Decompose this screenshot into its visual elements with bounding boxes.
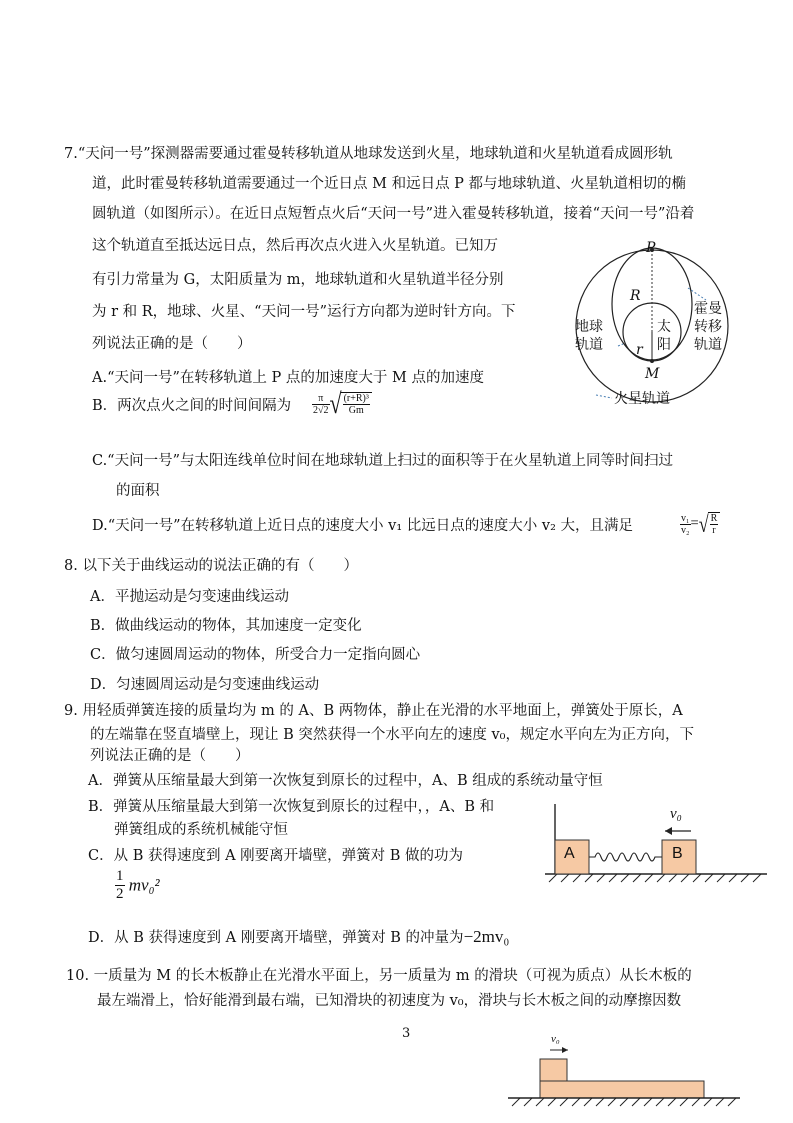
mars-pointer: [596, 395, 612, 398]
q7-line-2: 道，此时霍曼转移轨道需要通过一个近日点 M 和远日点 P 都与地球轨道、火星轨道相切的椭: [92, 176, 687, 192]
ground-hatching: [549, 874, 761, 882]
label-sun-2: 阳: [657, 337, 671, 353]
earth-pointer: [618, 344, 623, 346]
q7-d-rhs-den: r: [712, 525, 716, 536]
label-mars-orbit: 火星轨道: [614, 391, 670, 407]
q9-spring-figure: [545, 804, 770, 884]
label-earth-orbit: [575, 318, 603, 354]
label-R: R: [630, 288, 641, 304]
velocity-arrowhead: [562, 1047, 568, 1053]
page-number: 3: [402, 1026, 411, 1041]
q8-option-b: B．做曲线运动的物体，其加速度一定变化: [90, 618, 362, 634]
q7-b-coef-num: π: [312, 393, 330, 405]
q7-option-b-formula: [312, 387, 372, 438]
q8-option-d: D．匀速圆周运动是匀变速曲线运动: [90, 677, 320, 693]
q9-line-3: 列说法正确的是（ ）: [90, 748, 250, 764]
q9-option-b-line-2: 弹簧组成的系统机械能守恒: [114, 822, 288, 838]
slider-block: [540, 1059, 567, 1081]
label-P: P: [646, 240, 656, 256]
q9-line-1: 9. 用轻质弹簧连接的质量均为 m 的 A、B 两物体，静止在光滑的水平地面上，弹簧处于原长，A: [64, 703, 683, 719]
q7-b-radicand: [341, 392, 372, 416]
label-earth-1: 地球: [575, 319, 603, 335]
q7-line-3: 圆轨道（如图所示）。在近日点短暂点火后“天问一号”进入霍曼转移轨道，接着“天问一号”沿着: [92, 206, 695, 222]
q9-option-d: [88, 927, 509, 948]
q7-option-c-line-1: C.“天问一号”与太阳连线单位时间在地球轨道上扫过的面积等于在火星轨道上同等时间扫过: [92, 453, 674, 469]
q9-option-d-formula: −2mv₀: [463, 927, 510, 946]
q9-option-b-line-1: B．弹簧从压缩量最大到第一次恢复到原长的过程中，，A、B 和: [88, 799, 495, 815]
q8-option-c: C．做匀速圆周运动的物体，所受合力一定指向圆心: [90, 647, 421, 663]
q7-d-lhs-den: v₂: [681, 524, 690, 536]
q9-c-den: 2: [116, 886, 124, 902]
q7-d-lhs-num: v₁: [681, 512, 690, 524]
label-M: M: [645, 366, 660, 382]
label-hohmann-1: 霍曼: [694, 301, 722, 317]
q7-line-7: 列说法正确的是（ ）: [92, 336, 252, 352]
label-earth-2: 轨道: [575, 337, 603, 353]
q10-label-v0: v₀: [551, 1033, 560, 1045]
q9-option-a: A．弹簧从压缩量最大到第一次恢复到原长的过程中，A、B 组成的系统动量守恒: [88, 773, 603, 789]
q7-d-rhs-num: R: [710, 513, 718, 524]
q7-b-coef-den: 2√2: [313, 404, 329, 416]
q7-line-4: 这个轨道直至抵达远日点，然后再次点火进入火星轨道。已知万: [92, 238, 498, 254]
q7-b-inner-den: Gm: [348, 405, 364, 416]
q10-line-1: 10. 一质量为 M 的长木板静止在光滑水平面上，另一质量为 m 的滑块（可视为质点）从长木板的: [66, 968, 692, 984]
sqrt-sign: √: [329, 387, 342, 420]
label-r: r: [636, 342, 643, 358]
q7-line-6: 为 r 和 R，地球、火星、“天问一号”运行方向都为逆时针方向。下: [92, 304, 516, 320]
q10-line-2: 最左端滑上，恰好能滑到最右端，已知滑块的初速度为 v₀，滑块与长木板之间的动摩擦因数: [97, 993, 682, 1009]
q7-b-inner-num: (r+R)³: [343, 393, 369, 404]
q10-board-figure: [508, 1034, 743, 1110]
q7-option-d: D.“天问一号”在转移轨道上近日点的速度大小 v₁ 比远日点的速度大小 v₂ 大，且满足: [92, 518, 633, 534]
label-sun: [657, 318, 671, 354]
q8-option-a: A．平抛运动是匀变速曲线运动: [90, 589, 289, 605]
label-sun-1: 太: [657, 319, 671, 335]
q9-option-c-formula: [115, 868, 160, 903]
label-block-b: B: [672, 845, 683, 862]
velocity-arrowhead: [665, 827, 672, 835]
q8-stem: 8. 以下关于曲线运动的说法正确的有（ ）: [64, 558, 358, 574]
spring: [589, 853, 662, 861]
q7-option-a: A.“天问一号”在转移轨道上 P 点的加速度大于 M 点的加速度: [92, 370, 484, 386]
q7-option-d-formula: $\frac{\text{v₁}}{\text{v₂}}$ =√ $\frac{R}{r}$: [680, 512, 720, 536]
q7-option-b-text: B．两次点火之间的时间间隔为: [92, 398, 292, 414]
label-v0: v₀: [670, 806, 682, 822]
q7-b-coef: [312, 393, 330, 416]
q7-line-5: 有引力常量为 G，太阳质量为 m，地球轨道和火星轨道半径分别: [92, 272, 504, 288]
label-hohmann-orbit: [694, 300, 722, 354]
q9-c-num: 1: [116, 868, 124, 884]
q7-option-b: [92, 396, 291, 416]
q7-option-c-line-2: 的面积: [116, 483, 160, 499]
long-board: [540, 1081, 704, 1098]
label-block-a: A: [564, 845, 575, 862]
q7-line-1: 7.“天问一号”探测器需要通过霍曼转移轨道从地球发送到火星，地球轨道和火星轨道看成圆形轨: [64, 146, 673, 162]
q7-d-eq: =: [690, 515, 699, 532]
q9-option-c-line-1: C．从 B 获得速度到 A 刚要离开墙壁，弹簧对 B 做的功为: [88, 848, 464, 864]
label-hohmann-2: 转移: [694, 319, 722, 335]
q9-line-2: 的左端靠在竖直墙壁上，现让 B 突然获得一个水平向左的速度 v₀，规定水平向左为正方向，下: [90, 727, 694, 743]
q9-option-d-text: D．从 B 获得速度到 A 刚要离开墙壁，弹簧对 B 的冲量为: [88, 930, 464, 946]
label-hohmann-3: 轨道: [694, 337, 722, 353]
ground-hatching: [512, 1098, 736, 1106]
point-M: [650, 359, 654, 363]
q9-c-expr: mv₀²: [128, 875, 160, 895]
